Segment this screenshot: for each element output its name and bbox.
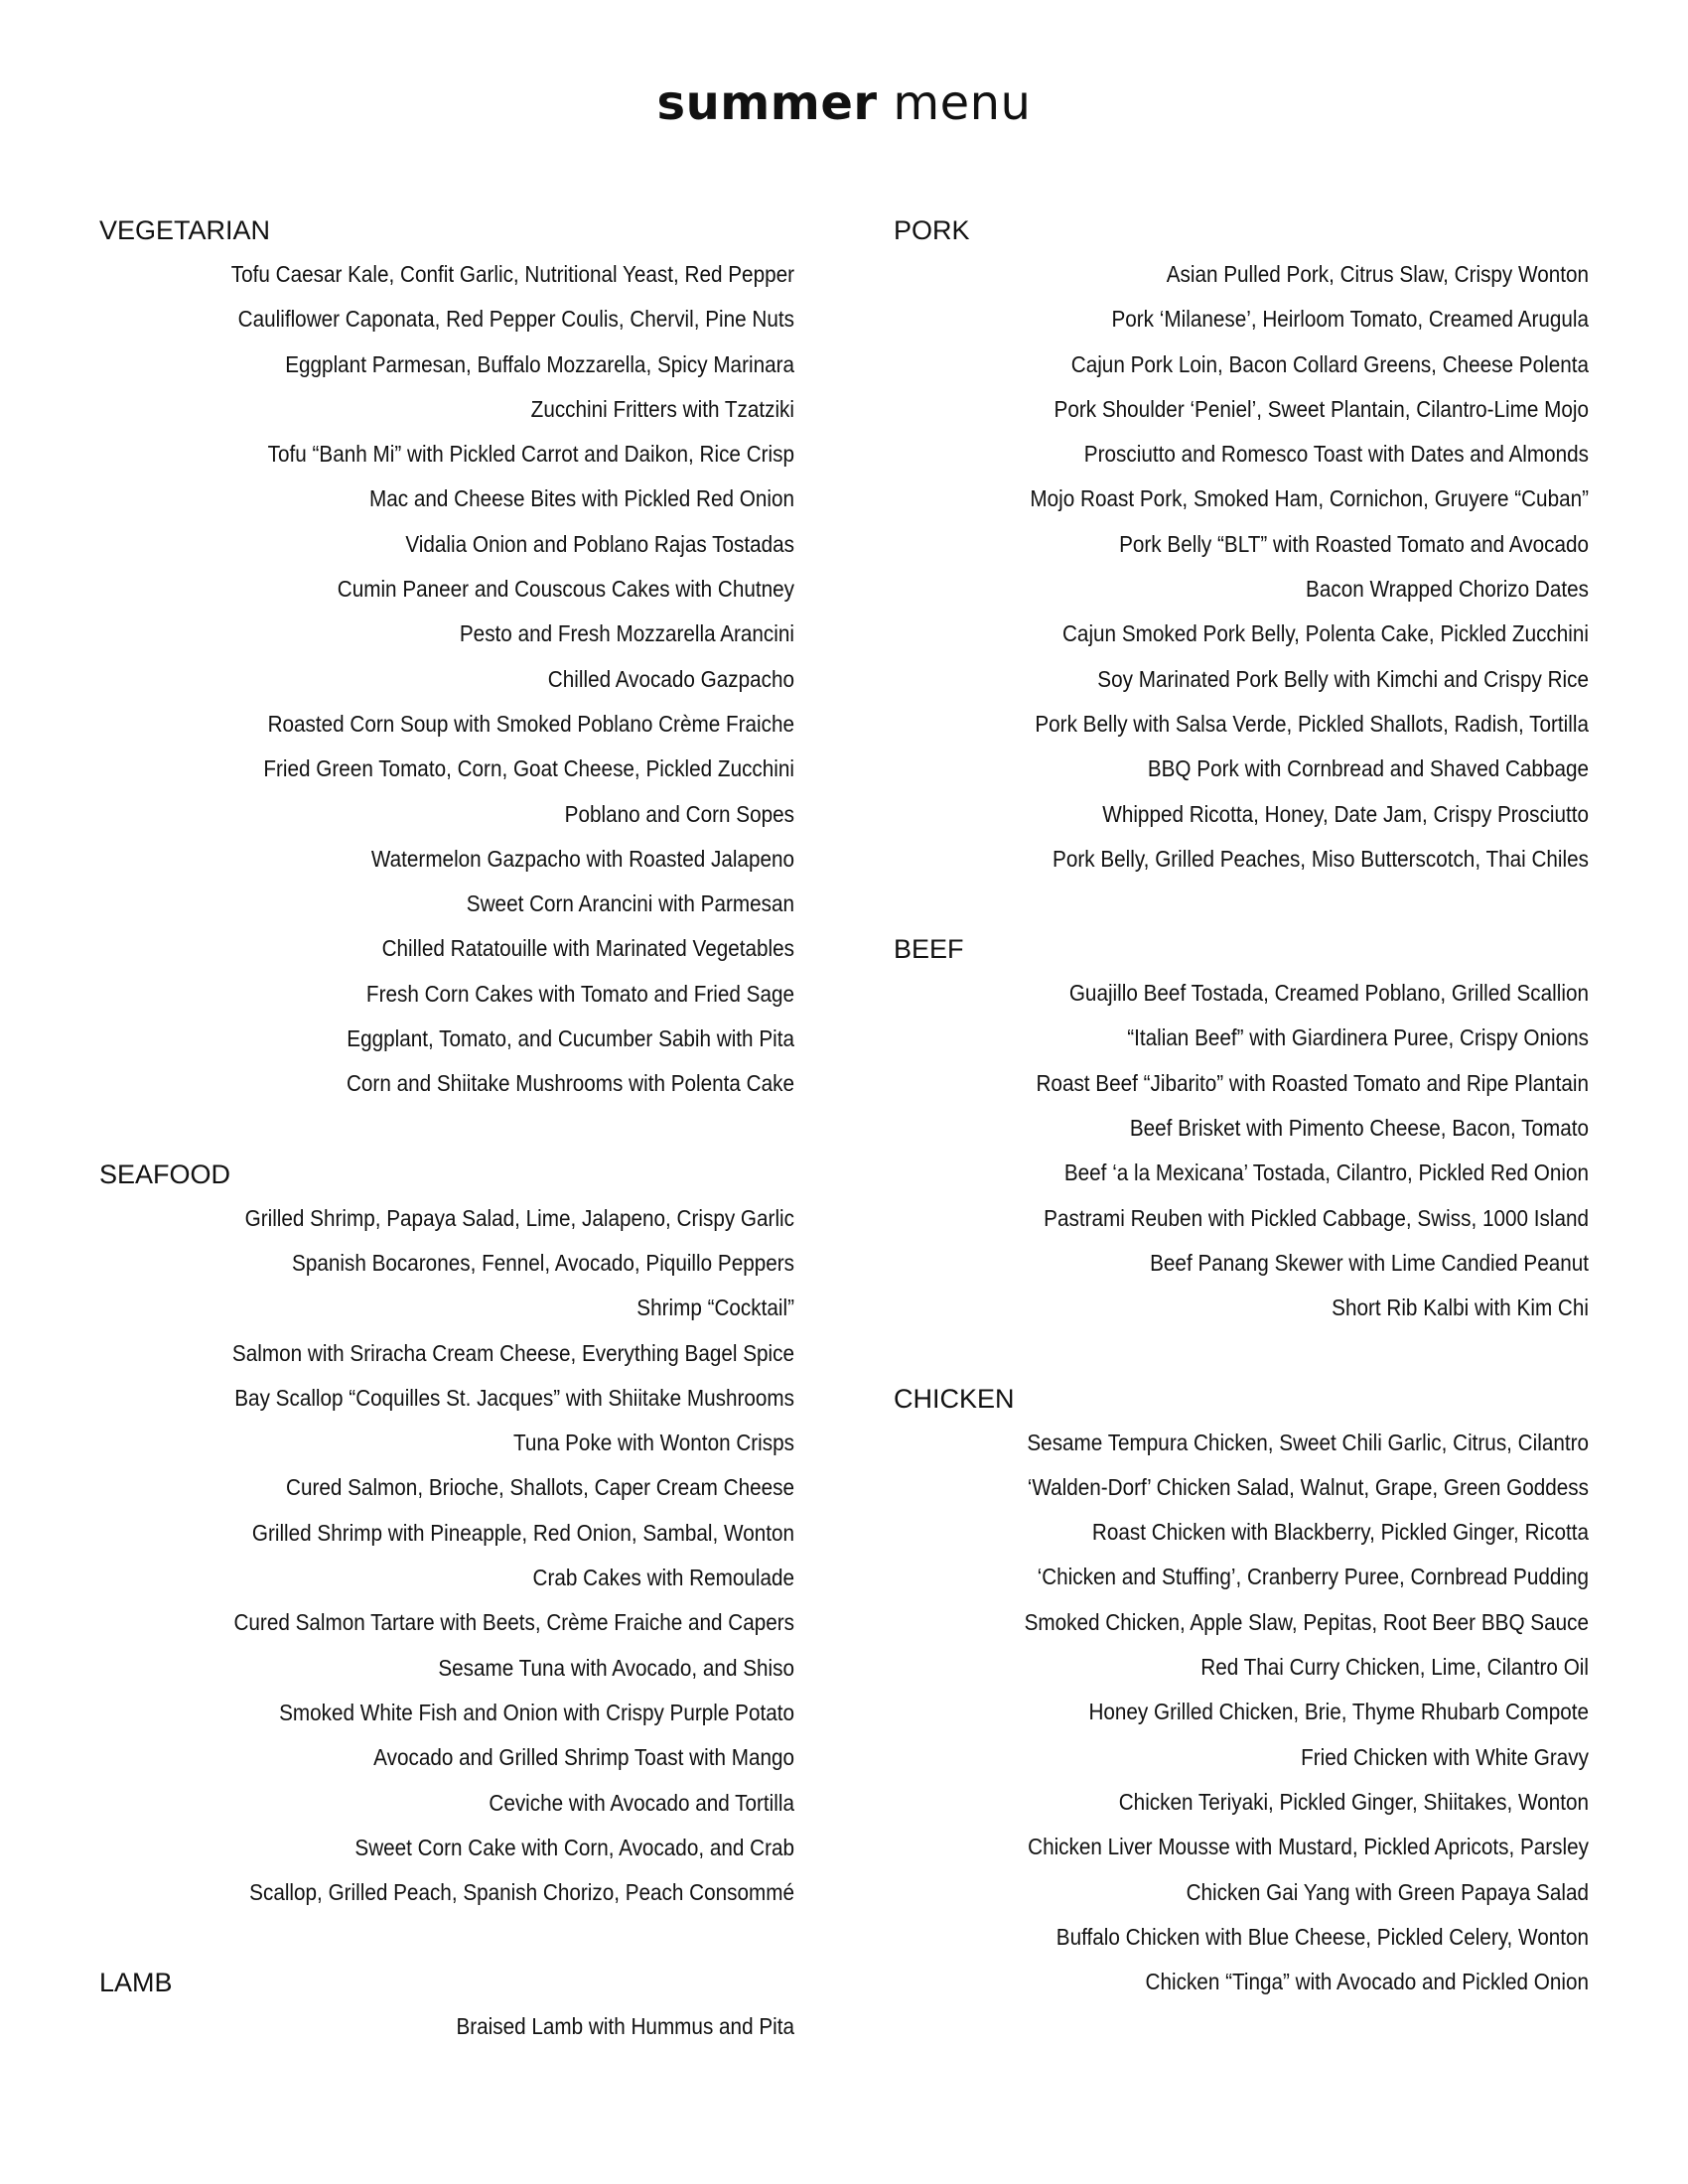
menu-item: Pastrami Reuben with Pickled Cabbage, Swiss, 1000 Island [1044,1204,1589,1231]
menu-item: Mojo Roast Pork, Smoked Ham, Cornichon, Gruyere “Cuban” [1030,485,1589,512]
menu-item-list [99,2004,794,2049]
menu-section-chicken [894,1377,1589,2005]
section-heading: CHICKEN [894,1383,1015,1414]
menu-item: Chicken Liver Mousse with Mustard, Pickled Apricots, Parsley [1028,1834,1589,1860]
menu-item: BBQ Pork with Cornbread and Shaved Cabbage [1147,755,1589,782]
menu-item: Zucchini Fritters with Tzatziki [530,395,794,422]
page-title [0,73,1688,133]
menu-item: Smoked Chicken, Apple Slaw, Pepitas, Root Beer BBQ Sauce [1024,1608,1589,1635]
menu-item: Salmon with Sriracha Cream Cheese, Everything Bagel Spice [231,1339,795,1366]
menu-item-list [99,1196,794,1916]
menu-item: Cured Salmon, Brioche, Shallots, Caper Cream Cheese [285,1474,795,1501]
menu-item: Chicken Teriyaki, Pickled Ginger, Shiitakes, Wonton [1118,1788,1589,1815]
menu-item: Whipped Ricotta, Honey, Date Jam, Crispy Prosciutto [1102,800,1589,827]
menu-item: Grilled Shrimp with Pineapple, Red Onion, Sambal, Wonton [251,1519,794,1546]
menu-item: Beef ‘a la Mexicana’ Tostada, Cilantro, Pickled Red Onion [1063,1160,1589,1186]
menu-item: Spanish Bocarones, Fennel, Avocado, Piquillo Peppers [292,1249,794,1276]
menu-item: Pork Belly, Grilled Peaches, Miso Butterscotch, Thai Chiles [1053,845,1589,872]
menu-item: Corn and Shiitake Mushrooms with Polenta Cake [346,1070,794,1097]
menu-item: Braised Lamb with Hummus and Pita [456,2013,794,2040]
menu-item: Guajillo Beef Tostada, Creamed Poblano, Grilled Scallion [1068,980,1589,1007]
menu-item: Smoked White Fish and Onion with Crispy Purple Potato [279,1699,795,1725]
menu-item: Chicken Gai Yang with Green Papaya Salad [1186,1878,1589,1905]
menu-item: Pesto and Fresh Mozzarella Arancini [459,620,794,647]
menu-item: Scallop, Grilled Peach, Spanish Chorizo, Peach Consommé [249,1879,794,1906]
menu-item: Beef Brisket with Pimento Cheese, Bacon, Tomato [1129,1115,1589,1142]
menu-item: Bay Scallop “Coquilles St. Jacques” with Shiitake Mushrooms [234,1384,795,1411]
menu-item: Cajun Smoked Pork Belly, Polenta Cake, Pickled Zucchini [1061,620,1589,647]
menu-item: Tofu “Banh Mi” with Pickled Carrot and Daikon, Rice Crisp [267,441,795,468]
menu-item: Bacon Wrapped Chorizo Dates [1306,576,1589,603]
menu-item: Watermelon Gazpacho with Roasted Jalapeno [370,845,794,872]
title-bold: summer [656,75,878,131]
menu-item: Roast Beef “Jibarito” with Roasted Tomato and Ripe Plantain [1036,1069,1589,1096]
menu-item-list [894,1421,1589,2005]
menu-item: Honey Grilled Chicken, Brie, Thyme Rhubarb Compote [1088,1699,1589,1725]
menu-item: Asian Pulled Pork, Citrus Slaw, Crispy Wonton [1166,261,1589,287]
menu-item: Grilled Shrimp, Papaya Salad, Lime, Jalapeno, Crispy Garlic [244,1204,794,1231]
menu-item: Ceviche with Avocado and Tortilla [489,1789,794,1816]
menu-item-list [894,971,1589,1330]
section-heading: PORK [894,215,970,245]
menu-item: Short Rib Kalbi with Kim Chi [1332,1295,1589,1321]
menu-item: Cauliflower Caponata, Red Pepper Coulis, Chervil, Pine Nuts [237,306,794,333]
menu-item: Roasted Corn Soup with Smoked Poblano Crème Fraiche [267,710,795,737]
menu-item: Chilled Avocado Gazpacho [547,665,794,692]
section-heading: SEAFOOD [99,1159,231,1189]
menu-item: Prosciutto and Romesco Toast with Dates and Almonds [1083,441,1589,468]
menu-item: Fried Chicken with White Gravy [1301,1743,1589,1770]
menu-item: Tuna Poke with Wonton Crisps [512,1430,794,1456]
menu-item: Fried Green Tomato, Corn, Goat Cheese, Pickled Zucchini [263,755,794,782]
menu-item: Chilled Ratatouille with Marinated Vegetables [381,935,794,962]
menu-item: Tofu Caesar Kale, Confit Garlic, Nutritional Yeast, Red Pepper [230,261,794,287]
menu-section-seafood [99,1153,794,1916]
menu-item: Vidalia Onion and Poblano Rajas Tostadas [405,530,794,557]
menu-item: Avocado and Grilled Shrimp Toast with Mango [373,1744,794,1771]
menu-item-list [99,252,794,1107]
menu-item: Fresh Corn Cakes with Tomato and Fried Sage [365,980,794,1007]
menu-item: Crab Cakes with Remoulade [532,1565,794,1591]
section-heading: BEEF [894,934,964,965]
menu-item: Shrimp “Cocktail” [636,1295,794,1321]
menu-item: Chicken “Tinga” with Avocado and Pickled Onion [1145,1969,1589,1995]
title-light: menu [893,75,1032,131]
menu-section-beef [894,927,1589,1330]
menu-item: Beef Panang Skewer with Lime Candied Peanut [1150,1249,1589,1276]
menu-item: Poblano and Corn Sopes [564,800,794,827]
menu-item: Pork Shoulder ‘Peniel’, Sweet Plantain, Cilantro-Lime Mojo [1054,395,1589,422]
menu-item: Eggplant, Tomato, and Cucumber Sabih with Pita [347,1025,794,1052]
menu-section-vegetarian [99,208,794,1107]
menu-item: ‘Chicken and Stuffing’, Cranberry Puree, Cornbread Pudding [1037,1564,1589,1590]
menu-item: Red Thai Curry Chicken, Lime, Cilantro Oil [1200,1654,1589,1681]
menu-item: Cumin Paneer and Couscous Cakes with Chutney [337,576,794,603]
left-column [99,208,794,2096]
menu-item: ‘Walden-Dorf’ Chicken Salad, Walnut, Grape, Green Goddess [1027,1473,1589,1500]
menu-item: Sweet Corn Arancini with Parmesan [466,890,794,917]
menu-item: Roast Chicken with Blackberry, Pickled Ginger, Ricotta [1091,1519,1589,1546]
menu-item: Eggplant Parmesan, Buffalo Mozzarella, Spicy Marinara [285,350,795,377]
menu-item-list [894,252,1589,882]
menu-item: “Italian Beef” with Giardinera Puree, Crispy Onions [1127,1024,1589,1051]
menu-item: Pork ‘Milanese’, Heirloom Tomato, Creamed Arugula [1111,306,1589,333]
section-heading: LAMB [99,1968,173,1998]
menu-section-pork [894,208,1589,882]
menu-item: Cajun Pork Loin, Bacon Collard Greens, Cheese Polenta [1070,350,1589,377]
menu-item: Sweet Corn Cake with Corn, Avocado, and Crab [354,1834,794,1860]
menu-item: Buffalo Chicken with Blue Cheese, Pickled Celery, Wonton [1055,1923,1589,1950]
menu-item: Mac and Cheese Bites with Pickled Red Onion [368,485,794,512]
menu-item: Pork Belly with Salsa Verde, Pickled Shallots, Radish, Tortilla [1035,710,1589,737]
menu-item: Sesame Tuna with Avocado, and Shiso [438,1654,794,1681]
menu-item: Pork Belly “BLT” with Roasted Tomato and Avocado [1119,530,1589,557]
right-column [894,208,1589,2050]
menu-item: Sesame Tempura Chicken, Sweet Chili Garlic, Citrus, Cilantro [1027,1429,1589,1455]
menu-item: Soy Marinated Pork Belly with Kimchi and Crispy Rice [1097,665,1589,692]
menu-section-lamb [99,1961,794,2049]
section-heading: VEGETARIAN [99,215,271,245]
menu-item: Cured Salmon Tartare with Beets, Crème Fraiche and Capers [233,1609,795,1636]
